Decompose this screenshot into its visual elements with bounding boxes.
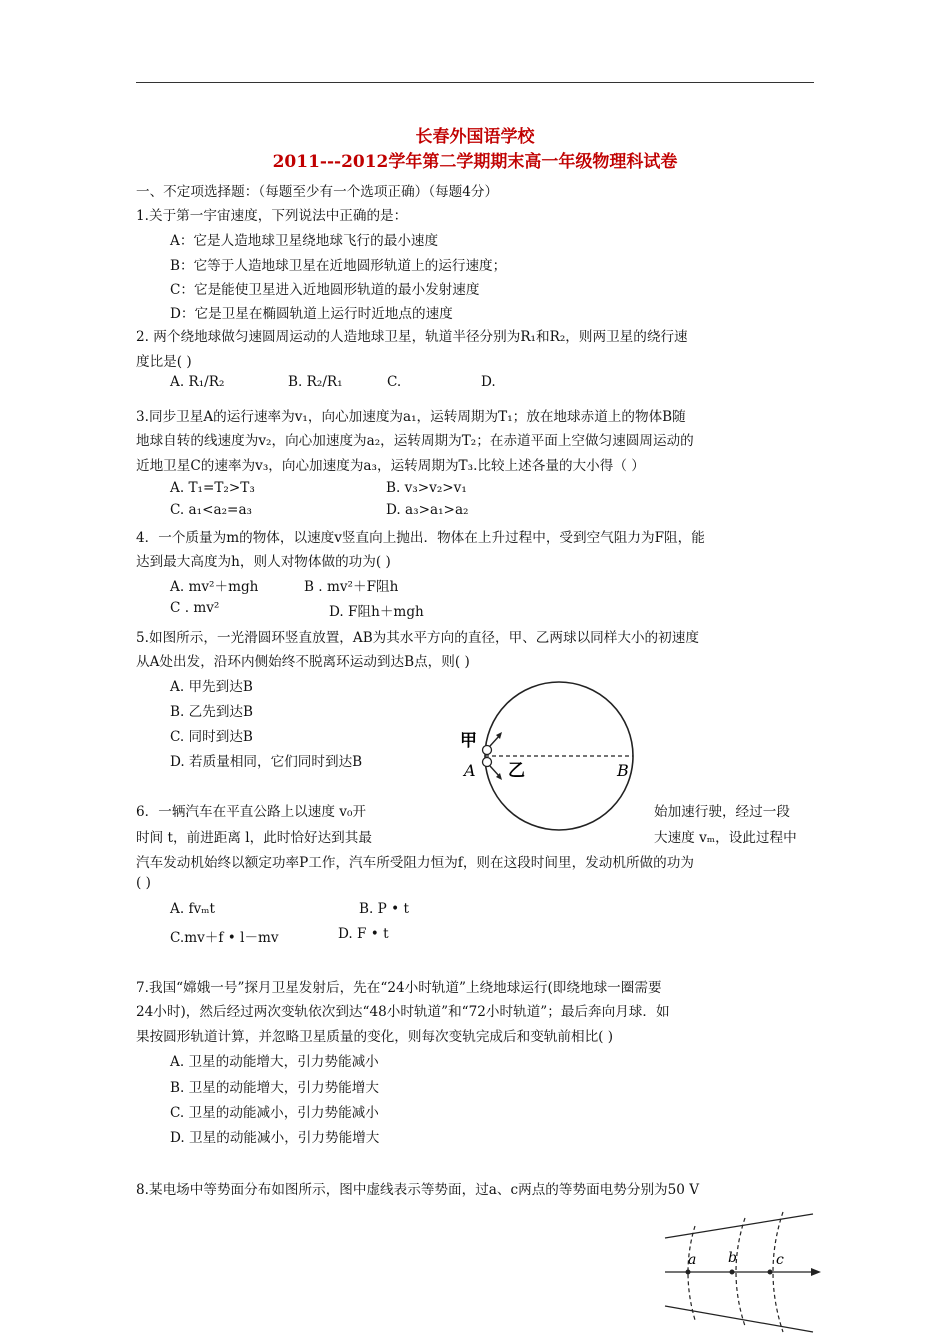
question-3-line2: 地球自转的线速度为v₂，向心加速度为a₂，运转周期为T₂；在赤道平面上空做匀速圆周运动的 <box>136 433 694 449</box>
question-6-option-d: D. F • t <box>338 926 389 942</box>
field-arrow-icon <box>811 1268 821 1276</box>
question-3-line3: 近地卫星C的速率为v₃，向心加速度为a₃，运转周期为T₃.比较上述各量的大小得（ ） <box>136 458 645 474</box>
question-5-option-a: A. 甲先到达B <box>170 679 253 695</box>
question-5-option-d: D. 若质量相同，它们同时到达B <box>170 754 363 770</box>
question-6-line1-left: 6．一辆汽车在平直公路上以速度 v₀开 <box>136 804 367 820</box>
label-point-a: a <box>688 1252 697 1268</box>
label-a: A <box>464 761 476 780</box>
question-4-line2: 达到最大高度为h，则人对物体做的功为( ) <box>136 554 391 570</box>
question-6-option-a: A. fvₘt <box>170 901 215 917</box>
point-b <box>730 1270 735 1275</box>
question-5-option-b: B. 乙先到达B <box>170 704 253 720</box>
question-2-option-d: D. <box>481 374 496 390</box>
question-7-option-c: C. 卫星的动能减小，引力势能减小 <box>170 1105 379 1121</box>
question-2-option-a: A. R₁/R₂ <box>170 374 225 390</box>
question-2-option-c: C. <box>387 374 402 390</box>
question-7-line2: 24小时)，然后经过两次变轨依次到达“48小时轨道”和“72小时轨道”；最后奔向月球．如 <box>136 1004 670 1020</box>
exam-title: 2011---2012学年第二学期期末高一年级物理科试卷 <box>272 152 678 172</box>
label-yi: 乙 <box>508 761 525 781</box>
top-rule <box>136 82 814 83</box>
ball-yi <box>483 758 492 767</box>
question-1-stem: 1.关于第一宇宙速度，下列说法中正确的是： <box>136 208 408 224</box>
ring-figure <box>450 680 640 850</box>
question-3-option-d: D. a₃>a₁>a₂ <box>386 502 469 518</box>
school-name: 长春外国语学校 <box>415 127 535 147</box>
question-4-option-d: D. F阻h＋mgh <box>329 604 424 620</box>
question-7-option-a: A. 卫星的动能增大，引力势能减小 <box>170 1054 379 1070</box>
question-6-line2-left: 时间 t，前进距离 l，此时恰好达到其最 <box>136 830 372 846</box>
point-a <box>686 1270 691 1275</box>
question-2-option-b: B. R₂/R₁ <box>288 374 343 390</box>
question-3-option-a: A. T₁=T₂>T₃ <box>170 480 255 496</box>
field-line-upper <box>665 1214 813 1238</box>
question-1-option-a: A：它是人造地球卫星绕地球飞行的最小速度 <box>170 233 439 249</box>
question-1-option-d: D：它是卫星在椭圆轨道上运行时近地点的速度 <box>170 306 453 322</box>
question-7-line1: 7.我国“嫦娥一号”探月卫星发射后，先在“24小时轨道”上绕地球运行(即绕地球一圈需要 <box>136 980 662 996</box>
question-4-option-c: C . mv² <box>170 600 220 616</box>
question-5-option-c: C. 同时到达B <box>170 729 253 745</box>
question-5-line2: 从A处出发，沿环内侧始终不脱离环运动到达B点，则( ) <box>136 654 470 670</box>
question-1-option-b: B：它等于人造地球卫星在近地圆形轨道上的运行速度； <box>170 258 507 274</box>
label-b: B <box>617 761 629 780</box>
question-7-line3: 果按圆形轨道计算，并忽略卫星质量的变化，则每次变轨完成后和变轨前相比( ) <box>136 1029 614 1045</box>
question-6-line4: ( ) <box>136 875 151 891</box>
question-6-line2-right: 大速度 vₘ，设此过程中 <box>654 830 797 846</box>
question-1-option-c: C：它是能使卫星进入近地圆形轨道的最小发射速度 <box>170 282 480 298</box>
question-2-stem-line1: 2. 两个绕地球做匀速圆周运动的人造地球卫星，轨道半径分别为R₁和R₂，则两卫星的绕行速 <box>136 329 688 345</box>
section-heading: 一、不定项选择题：（每题至少有一个选项正确）（每题4分） <box>136 184 499 200</box>
field-line-lower <box>665 1306 813 1332</box>
label-jia: 甲 <box>460 731 477 751</box>
question-4-line1: 4．一个质量为m的物体，以速度v竖直向上抛出．物体在上升过程中，受到空气阻力为F阻，能 <box>136 530 705 546</box>
question-7-option-d: D. 卫星的动能减小，引力势能增大 <box>170 1130 380 1146</box>
question-6-option-c: C.mv＋f • l－mv <box>170 930 279 946</box>
question-3-option-b: B. v₃>v₂>v₁ <box>386 480 467 496</box>
label-point-b: b <box>728 1250 737 1266</box>
question-8-line1: 8.某电场中等势面分布如图所示，图中虚线表示等势面，过a、c两点的等势面电势分别为50 V <box>136 1182 700 1198</box>
label-point-c: c <box>776 1252 784 1268</box>
question-7-option-b: B. 卫星的动能增大，引力势能增大 <box>170 1080 379 1096</box>
question-5-line1: 5.如图所示，一光滑圆环竖直放置，AB为其水平方向的直径，甲、乙两球以同样大小的初速度 <box>136 630 699 646</box>
point-c <box>768 1270 773 1275</box>
question-4-option-b: B . mv²＋F阻h <box>304 579 399 595</box>
question-6-option-b: B. P • t <box>359 901 409 917</box>
ball-jia <box>483 746 492 755</box>
question-3-line1: 3.同步卫星A的运行速率为v₁，向心加速度为a₁，运转周期为T₁；放在地球赤道上的物体B随 <box>136 409 686 425</box>
question-2-stem-line2: 度比是( ) <box>136 354 192 370</box>
question-6-line1-right: 始加速行驶，经过一段 <box>654 804 790 820</box>
question-3-option-c: C. a₁<a₂=a₃ <box>170 502 253 518</box>
equipotential-figure <box>655 1208 825 1338</box>
question-6-line3: 汽车发动机始终以额定功率P工作，汽车所受阻力恒为f，则在这段时间里，发动机所做的功为 <box>136 855 694 871</box>
question-4-option-a: A. mv²＋mgh <box>170 579 259 595</box>
